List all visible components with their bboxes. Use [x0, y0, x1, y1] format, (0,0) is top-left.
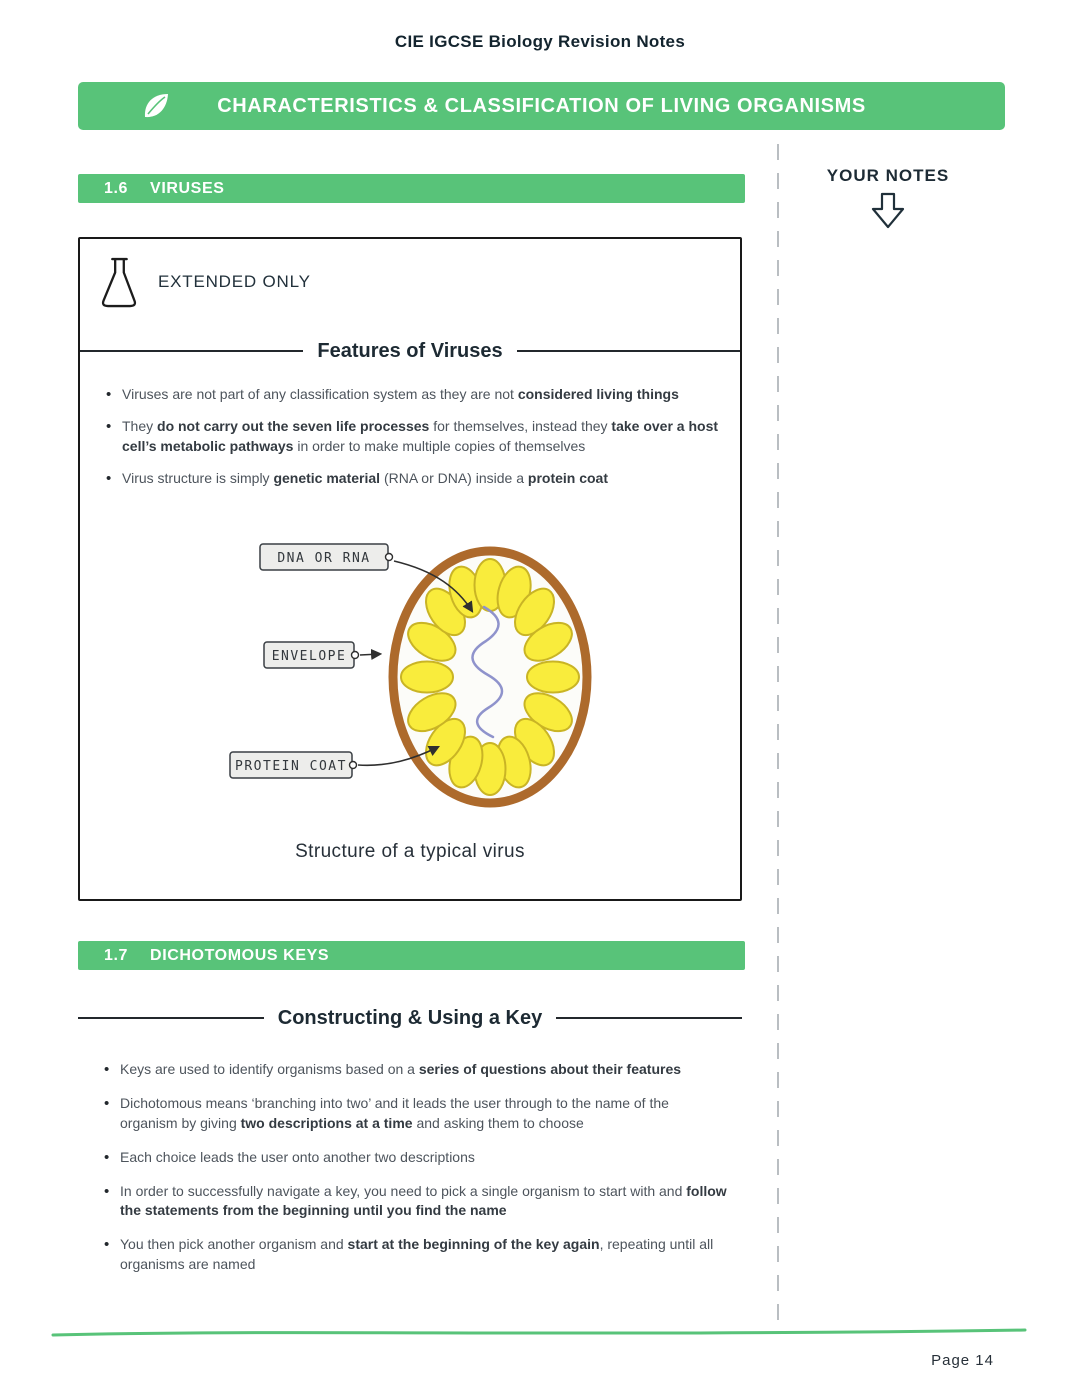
svg-text:PROTEIN COAT: PROTEIN COAT — [235, 759, 347, 774]
section-header-1-6 — [78, 174, 745, 203]
section-number: 1.7 — [104, 946, 129, 964]
your-notes — [806, 166, 970, 236]
bullet-item: • In order to successfully navigate a key, you need to pick a single organism to start with and follow the statements from the beginning until you find the name — [100, 1182, 730, 1222]
label-envelope — [264, 642, 380, 668]
your-notes-label: YOUR NOTES — [826, 166, 950, 185]
bullet-item: • Each choice leads the user onto another two descriptions — [100, 1148, 730, 1168]
divider-line — [80, 350, 303, 352]
subheading-divider — [78, 1004, 742, 1032]
virus-bullet-list — [80, 385, 740, 501]
flask-icon — [96, 255, 142, 313]
bullet-item: • Keys are used to identify organisms based on a series of questions about their features — [100, 1060, 730, 1080]
virus-diagram — [80, 537, 740, 822]
down-arrow-icon — [870, 191, 906, 231]
svg-text:ENVELOPE: ENVELOPE — [271, 649, 347, 664]
section-title: VIRUSES — [150, 179, 225, 197]
subheading-constructing-a-key: Constructing & Using a Key — [277, 1006, 543, 1029]
divider-line — [517, 350, 740, 352]
bullet-item: • Viruses are not part of any classification system as they are not considered living things — [102, 385, 728, 405]
chapter-banner — [78, 82, 1005, 130]
subheading-divider — [80, 337, 740, 365]
footer-line — [50, 1326, 1030, 1340]
extended-only-label: EXTENDED ONLY — [158, 272, 311, 291]
bullet-item: • Dichotomous means ‘branching into two’ and it leads the user through to the name of the organism by giving two descriptions at a time and asking them to choose — [100, 1094, 730, 1134]
divider-line — [78, 1017, 264, 1019]
notes-divider-line — [776, 142, 780, 1334]
bullet-item: • They do not carry out the seven life processes for themselves, instead they take over a host cell’s metabolic pathways in order to make multiple copies of themselves — [102, 417, 728, 457]
keys-bullet-list — [78, 1060, 742, 1289]
subheading-features-of-viruses: Features of Viruses — [317, 339, 503, 362]
bullet-item: • You then pick another organism and start at the beginning of the key again, repeating until all organisms are named — [100, 1235, 730, 1275]
diagram-caption: Structure of a typical virus — [295, 841, 525, 862]
svg-text:DNA OR RNA: DNA OR RNA — [277, 551, 371, 566]
chapter-title: CHARACTERISTICS & CLASSIFICATION OF LIVING ORGANISMS — [217, 94, 866, 117]
section-number: 1.6 — [104, 179, 129, 197]
bullet-item: • Virus structure is simply genetic material (RNA or DNA) inside a protein coat — [102, 469, 728, 489]
divider-line — [556, 1017, 742, 1019]
page-number: Page 14 — [931, 1352, 994, 1369]
extended-only-box — [78, 237, 742, 901]
section-title: DICHOTOMOUS KEYS — [150, 946, 330, 964]
document-header: CIE IGCSE Biology Revision Notes — [394, 32, 686, 51]
section-header-1-7 — [78, 941, 745, 970]
leaf-icon — [140, 90, 172, 122]
